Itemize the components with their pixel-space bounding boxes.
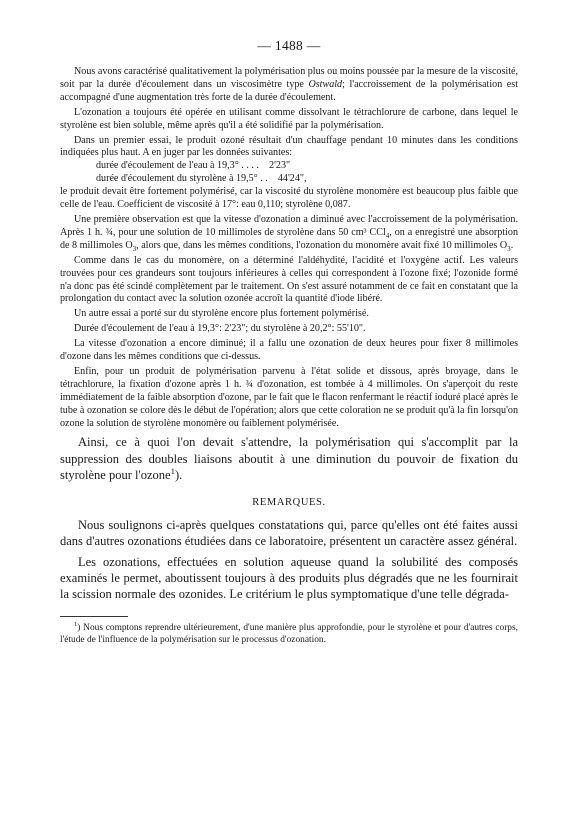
- text-run: , on a enregistré une absorption de 8 millimoles O: [60, 226, 518, 251]
- footnote-reference: 1: [170, 466, 175, 477]
- paragraph-viscosity-method: [60, 66, 518, 105]
- italic-term: Ostwald: [308, 78, 343, 90]
- measurement-line-water: durée d'écoulement de l'eau à 19,3° . . . . 2'23": [96, 160, 291, 172]
- paragraph-remarks-intro: Nous soulignons ci-après quelques constatations qui, parce qu'elles ont été faites aussi dans d'autres ozonations étudiées dans ce laboratoire, présentent un caractère assez général.: [60, 517, 518, 549]
- footnote-text: ) Nous comptons reprendre ultérieurement, d'une manière plus approfondie, pour le styrolène et pour d'autres corps, l'étude de l'influence de la polymérisation sur le processus d'ozonation.: [60, 622, 518, 645]
- subscript: 3: [507, 244, 511, 253]
- section-title: REMARQUES.: [252, 496, 326, 508]
- paragraph-aldehydity: Comme dans le cas du monomère, on a déterminé l'aldéhydité, l'acidité et l'oxygène actif. Les valeurs trouvées pour ces grandeurs sont toujours inférieures à celles qui correspondent à l'ozone fixé; l'ozonide formé n'a donc pas été scindé complètement par le traitement. On s'est assuré notamment de ce fait en constatant que la prolongation du contact avec la solution ozonée accroît la quantité d'iode libéré.: [60, 254, 518, 305]
- footnote-divider: [60, 616, 128, 617]
- measurement-line-styrolene: durée d'écoulement du styrolène à 19,5° . . 44'24",: [96, 173, 307, 185]
- footnote-mark: 1: [74, 620, 78, 628]
- paragraph-aqueous-ozonation: Les ozonations, effectuées en solution aqueuse quand la solubilité des composés examinés le permet, aboutissent toujours à des produits plus dégradés que ne les fournirait la scission normale des ozonides. Le critérium le plus symptomatique d'une telle dégrada-: [60, 554, 518, 602]
- text-run: Ainsi, ce à quoi l'on devait s'attendre, la polymérisation qui s'accomplit par la suppression des doubles liaisons aboutit à une diminution du pouvoir de fixation du styrolène pour l'ozone: [60, 435, 518, 483]
- paragraph-flow-times: Durée d'écoulement de l'eau à 19,3°: 2'23"; du styrolène à 20,2°: 55'10".: [74, 323, 366, 335]
- text-run: Une première observation est que la vitesse d'ozonation a diminué avec l'accroissement de la polymérisation. Après 1 h. ¾, pour une solution de 10 millimoles de styrolène dans 50 cm³ CCl: [60, 213, 518, 238]
- paragraph-speed-decrease: La vitesse d'ozonation a encore diminué; il a fallu une ozonation de deux heures pour fixer 8 millimoles d'ozone dans les mêmes conditions que ci-dessus.: [60, 338, 518, 363]
- paragraph-viscosity-conclusion: le produit devait être fortement polymérisé, car la viscosité du styrolène monomère est beaucoup plus faible que celle de l'eau. Coefficient de viscosité à 17°: eau 0,110; styrolène 0,087.: [60, 186, 518, 211]
- text-run: ; l'accroissement de la polymérisation est accompagné d'une augmentation très forte de la durée d'écoulement.: [60, 78, 519, 103]
- text-run: Nous avons caractérisé qualitativement la polymérisation plus ou moins poussée par la mesure de la viscosité, soit par la durée d'écoulement dans un viscosimètre type: [60, 66, 519, 90]
- text-run: ).: [174, 468, 183, 483]
- paragraph-first-test: Dans un premier essai, le produit ozoné résultait d'un chauffage pendant 10 minutes dans les conditions indiquées plus haut. A en juger par les données suivantes:: [60, 134, 518, 159]
- subscript: 4: [385, 231, 390, 240]
- text-run: .: [510, 239, 514, 251]
- paragraph-second-test: Un autre essai a porté sur du styrolène encore plus fortement polymérisé.: [74, 308, 369, 320]
- paragraph-solid-product: Enfin, pour un produit de polymérisation parvenu à l'état solide et dissous, après broyage, dans le tétrachlorure, la fixation d'ozone après 1 h. ¾ d'ozonation, est tombée à 4 millimoles. On s'aperçoit du reste immédiatement de la faible absorption d'ozone, par le fait que le flacon renfermant le réactif ioduré placé après le tube à ozonation se colore dès le début de l'opération; alors que cette coloration ne se produit qu'à la fin lorsqu'on ozone la solution de styrolène monomère ou faiblement polymérisée.: [60, 365, 518, 429]
- paragraph-conclusion: [60, 434, 518, 483]
- text-run: , alors que, dans les mêmes conditions, l'ozonation du monomère avait fixé 10 millimoles O: [136, 239, 508, 251]
- page-number: — 1488 —: [257, 38, 321, 53]
- paragraph-ozonation-speed: [60, 214, 518, 253]
- paragraph-solvent: L'ozonation a toujours été opérée en utilisant comme dissolvant le tétrachlorure de carbone, dans lequel le styrolène est bien soluble, même après qu'il a été solidifié par la polymérisation.: [60, 106, 518, 131]
- document-page: [60, 38, 518, 646]
- subscript: 3: [132, 244, 137, 253]
- footnote: [60, 622, 518, 646]
